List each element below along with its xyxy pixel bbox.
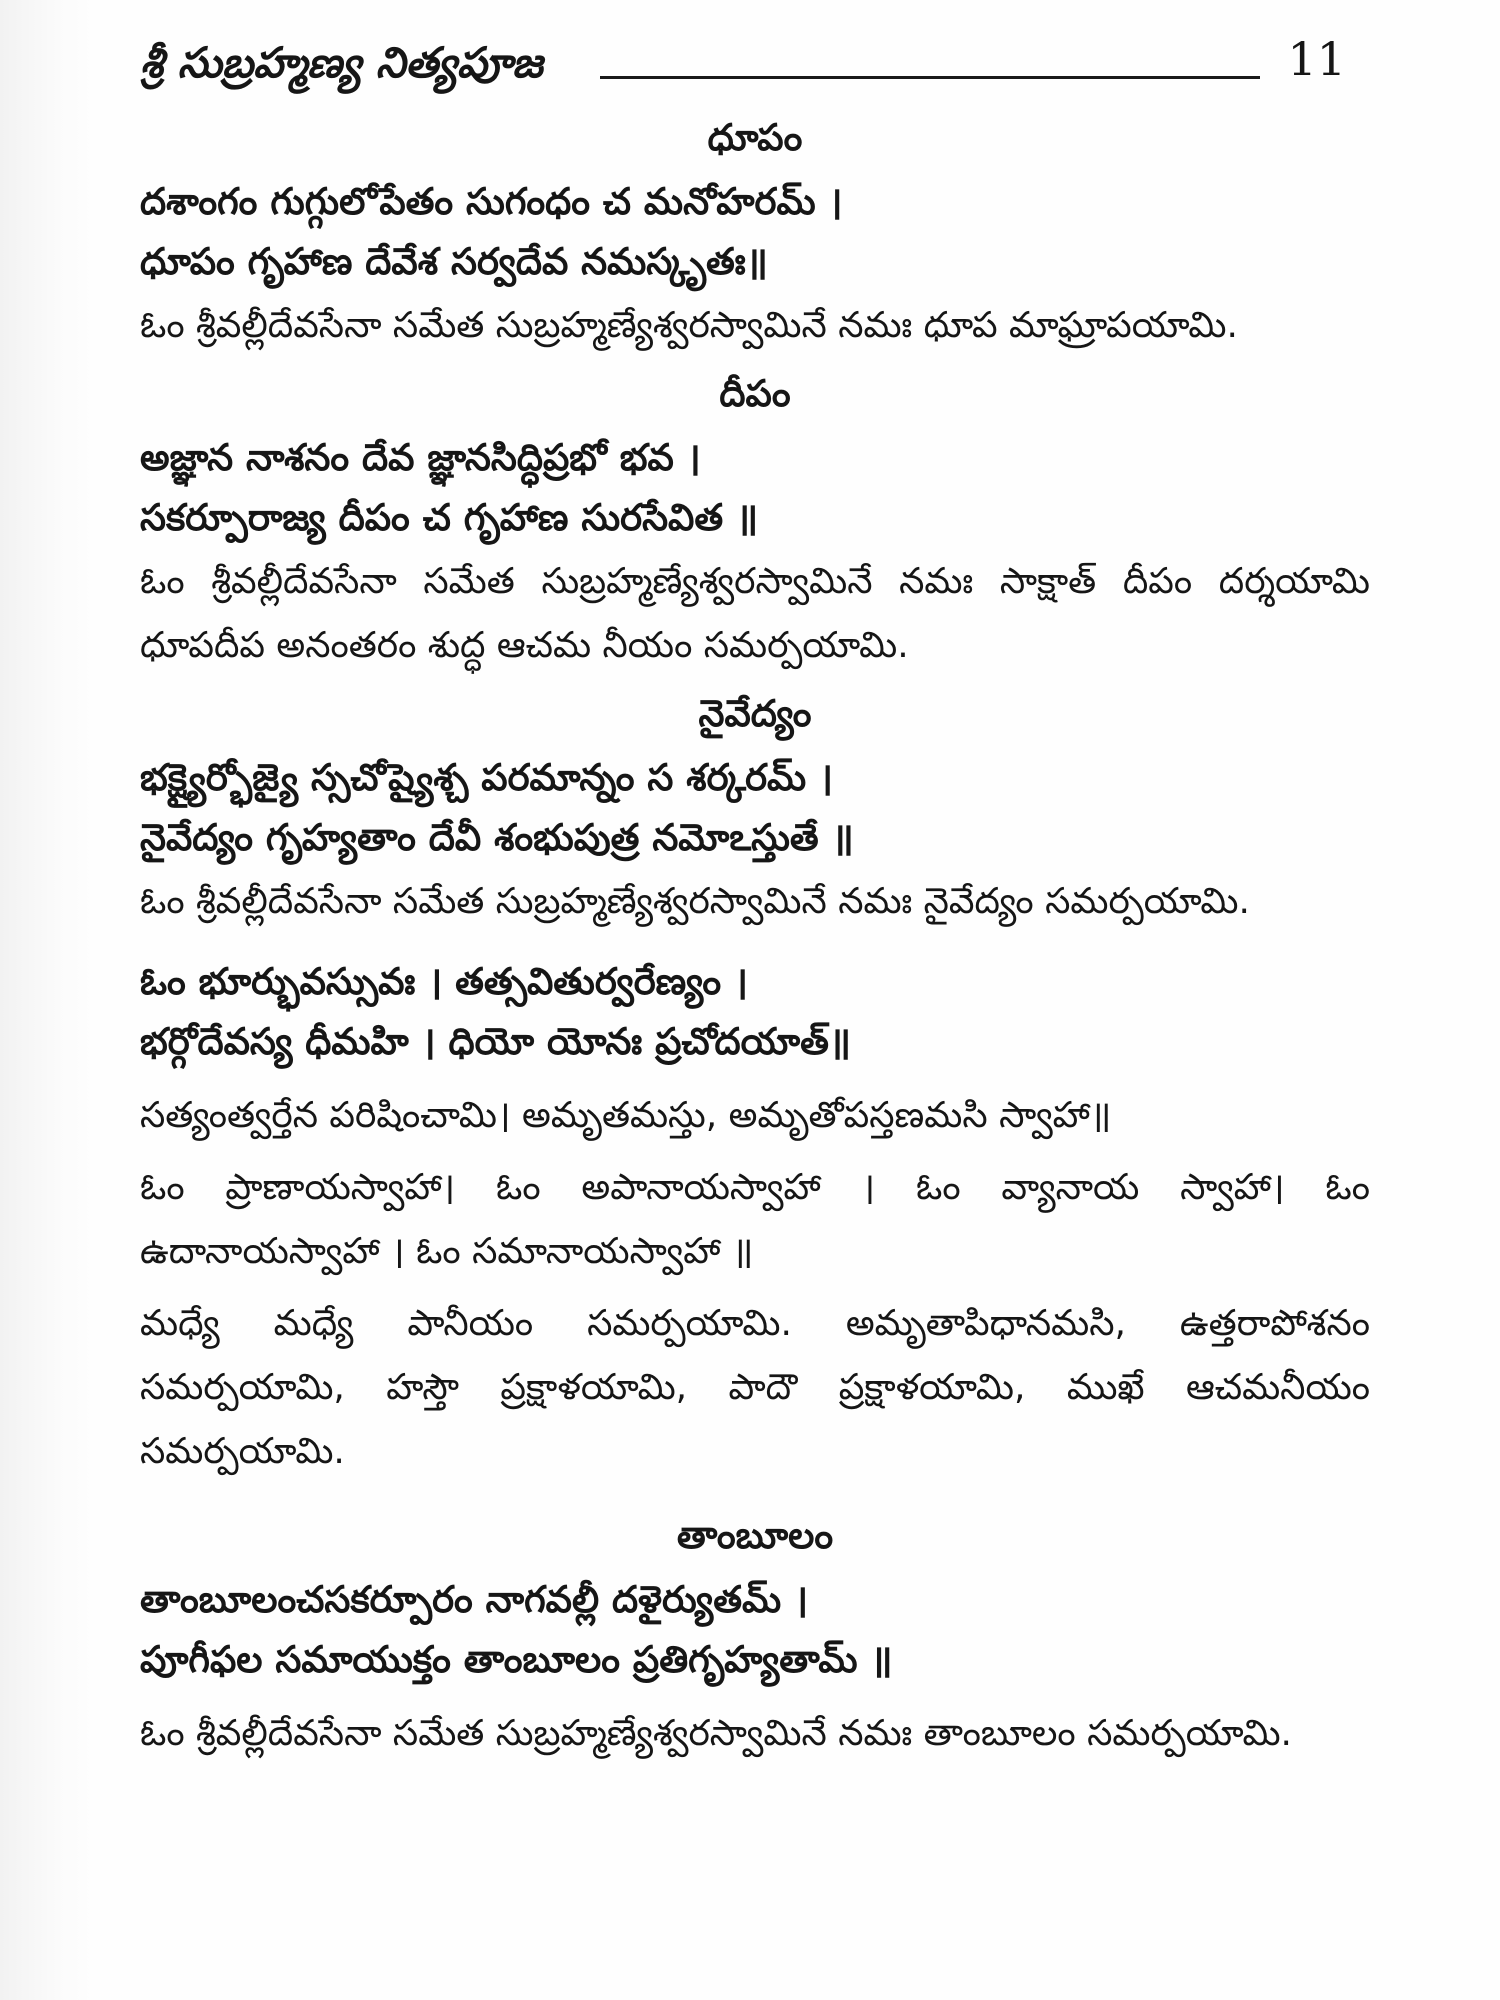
section-dhupam	[140, 110, 1370, 358]
spacer	[140, 1072, 1370, 1082]
spacer	[140, 1690, 1370, 1700]
spacer	[140, 942, 1370, 952]
mantra-paragraph: ఓం శ్రీవల్లీదేవసేనా సమేత సుబ్రహ్మణ్యేశ్వరస్వామినే నమః తాంబూలం సమర్పయామి.	[140, 1713, 1293, 1754]
verse-line: భక్ష్యైర్భోజ్యై స్సచోష్యైశ్చ పరమాన్నం స శర్కరమ్ ।	[140, 756, 834, 799]
verse-line: దశాంగం గుగ్గులోపేతం సుగంధం చ మనోహరమ్ ।	[140, 180, 843, 223]
section-heading: తాంబూలం	[676, 1514, 834, 1557]
mantra-paragraph: ఓం శ్రీవల్లీదేవసేనా సమేత సుబ్రహ్మణ్యేశ్వరస్వామినే నమః సాక్షాత్ దీపం దర్శయామి ధూపదీప అనంతరం శుద్ధ ఆచమ నీయం సమర్పయామి.	[140, 561, 1370, 666]
verse-line: నైవేద్యం గృహ్యతాం దేవీ శంభుపుత్ర నమోఽస్తుతే ॥	[140, 816, 854, 859]
section-deepam	[140, 366, 1370, 678]
verse-line: తాంబూలంచసకర్పూరం నాగవల్లీ దళైర్యుతమ్ ।	[140, 1578, 809, 1621]
section-heading: నైవేద్యం	[698, 692, 812, 735]
page-gutter-shadow	[0, 0, 95, 2000]
spacer	[140, 1492, 1370, 1508]
header-rule	[600, 76, 1260, 79]
mantra-paragraph: ఓం ప్రాణాయస్వాహా। ఓం అపానాయస్వాహా । ఓం వ్యానాయ స్వాహా। ఓం ఉదానాయస్వాహా । ఓం సమానాయస్వాహా ॥	[140, 1167, 1370, 1272]
verse-line: ధూపం గృహాణ దేవేశ సర్వదేవ నమస్కృతః॥	[140, 240, 768, 283]
verse-line: భర్గోదేవస్య ధీమహి । ధియో యోనః ప్రచోదయాత్॥	[140, 1020, 852, 1063]
verse-line: అజ్ఞాన నాశనం దేవ జ్ఞానసిద్ధిప్రభో భవ ।	[140, 436, 701, 479]
mantra-paragraph: సత్యంత్వర్తేన పరిషించామి। అమృతమస్తు, అమృతోపస్తణమసి స్వాహా॥	[140, 1095, 1112, 1136]
book-title: శ్రీ సుబ్రహ్మణ్య నిత్యపూజ	[140, 38, 543, 87]
section-heading: ధూపం	[707, 116, 803, 159]
verse-line: పూగీఫల సమాయుక్తం తాంబూలం ప్రతిగృహ్యతామ్ ॥	[140, 1638, 893, 1681]
section-naivedyam	[140, 686, 1370, 934]
mantra-paragraph: మధ్యే మధ్యే పానీయం సమర్పయామి. అమృతాపిధానమసి, ఉత్తరాపోశనం సమర్పయామి, హస్తౌ ప్రక్షాళయామి, పాదౌ ప్రక్షాళయామి, ముఖే ఆచమనీయం సమర్పయామి.	[140, 1303, 1370, 1472]
section-tambulam	[140, 1508, 1370, 1766]
section-gayatri	[140, 952, 1370, 1484]
verse-line: ఓం భూర్భువస్సువః । తత్సవితుర్వరేణ్యం ।	[140, 960, 749, 1003]
mantra-paragraph: ఓం శ్రీవల్లీదేవసేనా సమేత సుబ్రహ్మణ్యేశ్వరస్వామినే నమః ధూప మాఘ్రాపయామి.	[140, 305, 1238, 346]
verse-line: సకర్పూరాజ్య దీపం చ గృహాణ సురసేవిత ॥	[140, 496, 759, 539]
mantra-paragraph: ఓం శ్రీవల్లీదేవసేనా సమేత సుబ్రహ్మణ్యేశ్వరస్వామినే నమః నైవేద్యం సమర్పయామి.	[140, 881, 1250, 922]
page-content	[140, 110, 1370, 1774]
running-header	[140, 28, 1370, 98]
page-number: 11	[1287, 32, 1346, 86]
section-heading: దీపం	[719, 372, 791, 415]
